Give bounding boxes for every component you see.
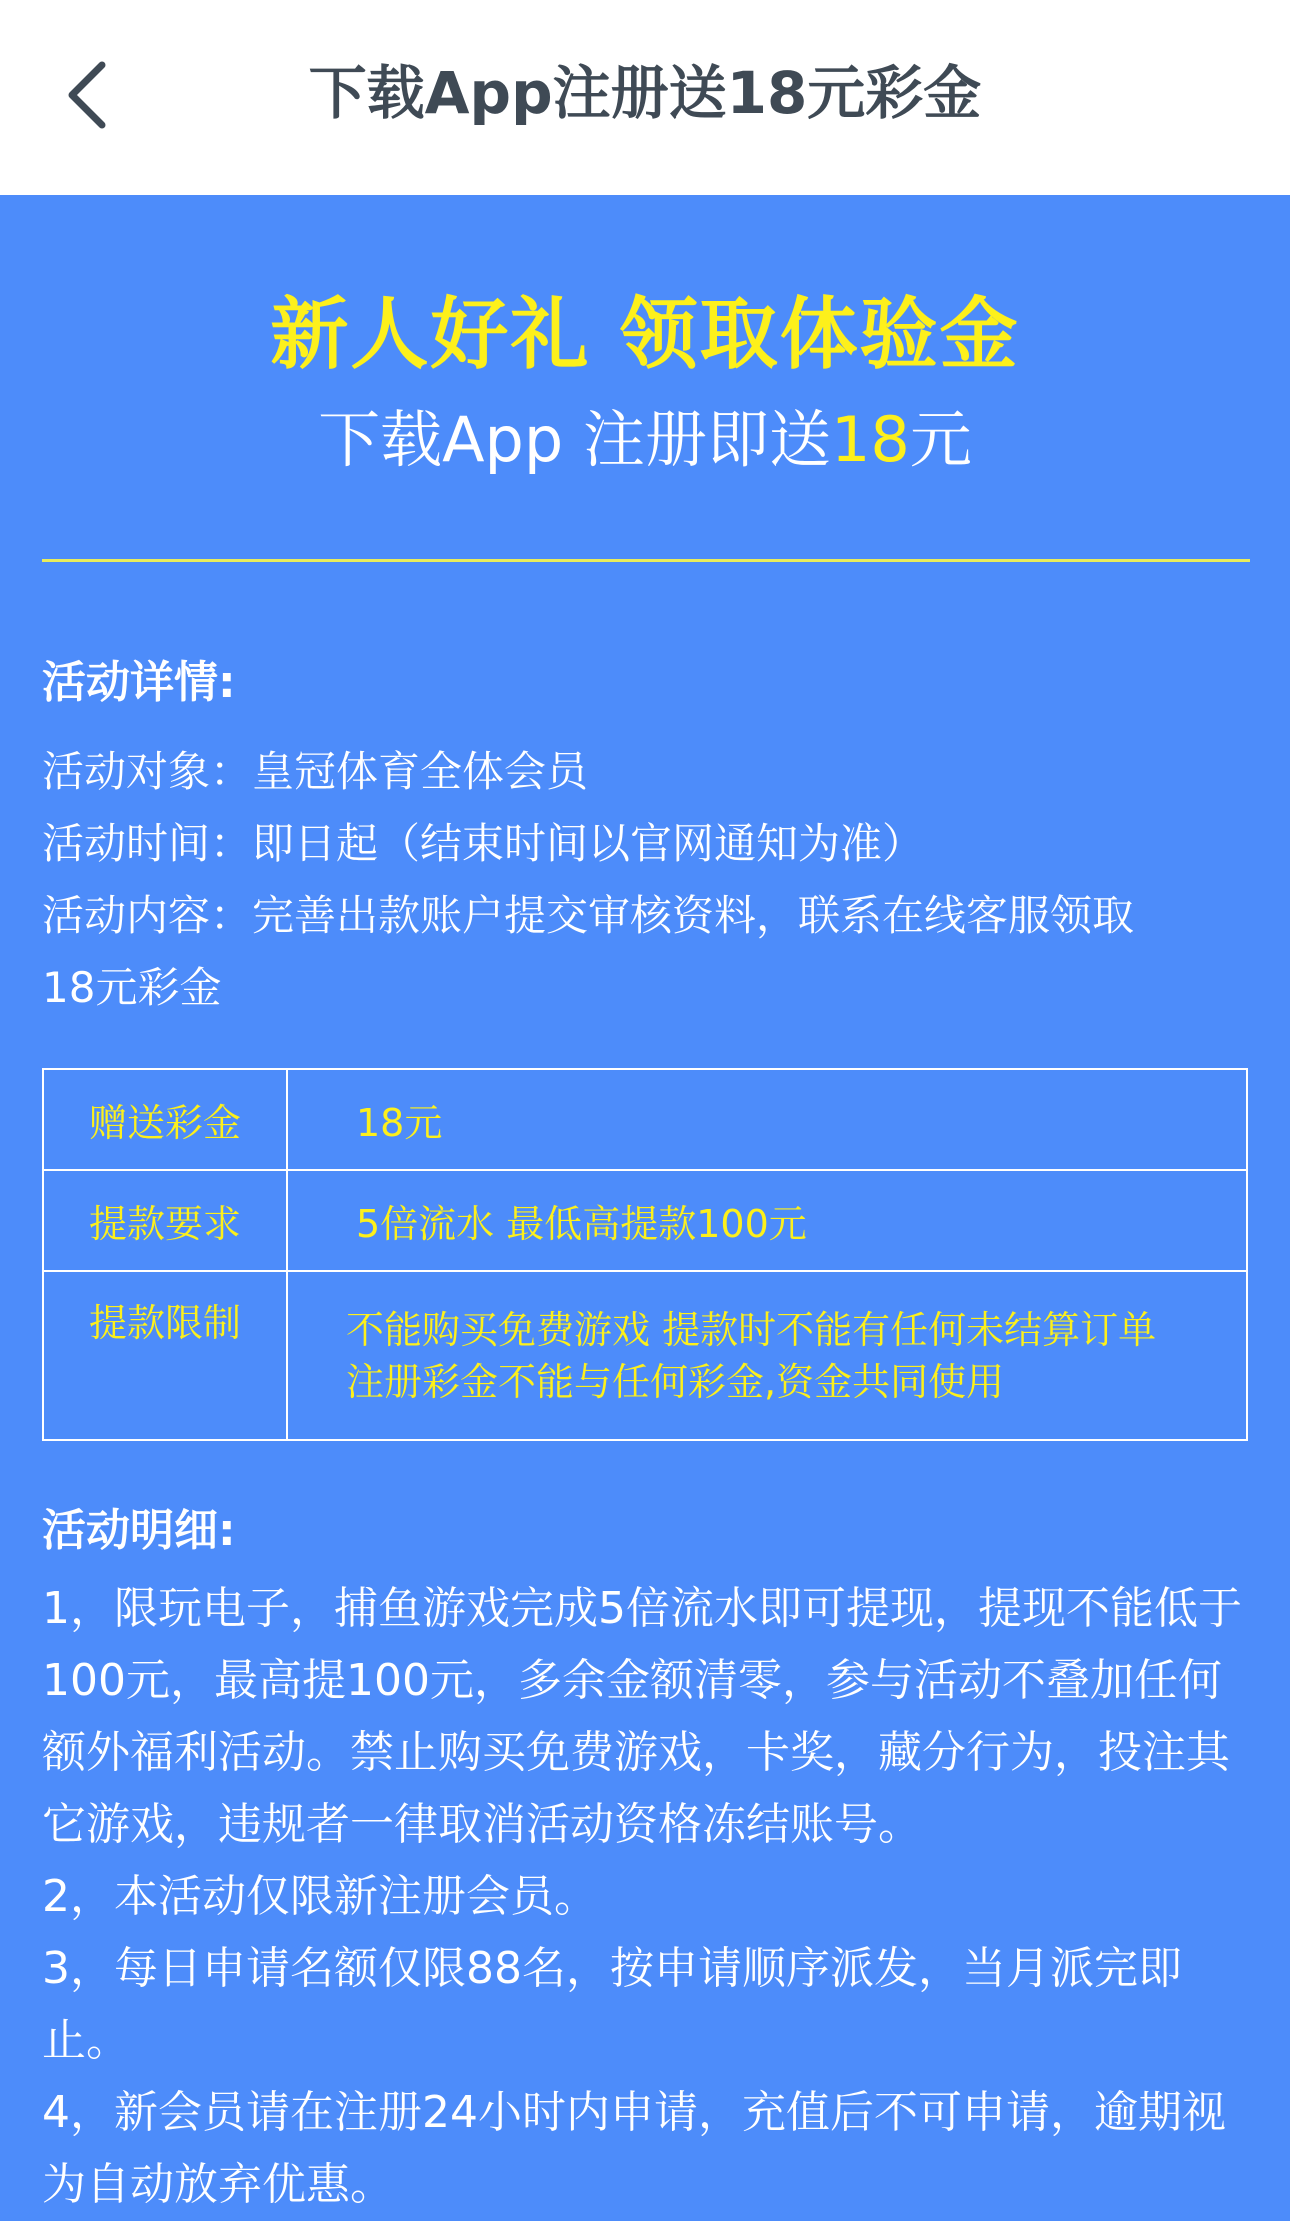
table-value: 5倍流水 最低高提款100元 — [287, 1170, 1247, 1271]
detail-content: 活动内容：完善出款账户提交审核资料，联系在线客服领取 — [42, 891, 1135, 940]
rules-list — [42, 1573, 1257, 2221]
detail-time: 活动时间：即日起（结束时间以官网通知为准） — [42, 819, 925, 868]
hero-subtitle-amount: 18 — [830, 403, 910, 476]
rule-item: 2，本活动仅限新注册会员。 — [42, 1871, 598, 1922]
page-title: 下载App注册送18元彩金 — [308, 59, 982, 127]
table-value — [287, 1271, 1247, 1440]
table-row — [43, 1271, 1247, 1440]
navigation-bar — [0, 0, 1290, 195]
bonus-info-table — [42, 1068, 1248, 1441]
table-label: 提款要求 — [43, 1170, 287, 1271]
table-label: 提款限制 — [43, 1271, 287, 1440]
hero-title: 新人好礼 领取体验金 — [270, 290, 1020, 380]
table-value: 18元 — [287, 1069, 1247, 1170]
hero-subtitle-suffix: 元 — [909, 403, 972, 476]
hero-subtitle-prefix: 下载App 注册即送 — [318, 403, 831, 476]
table-label: 赠送彩金 — [43, 1069, 287, 1170]
hero-subtitle — [0, 400, 1290, 480]
rule-item: 4，新会员请在注册24小时内申请，充值后不可申请，逾期视为自动放弃优惠。 — [42, 2087, 1226, 2210]
detail-content-cont: 18元彩金 — [42, 963, 222, 1012]
table-row — [43, 1170, 1247, 1271]
divider — [42, 559, 1250, 562]
table-value-line: 注册彩金不能与任何彩金,资金共同使用 — [346, 1359, 1005, 1404]
rule-item: 3，每日申请名额仅限88名，按申请顺序派发，当月派完即止。 — [42, 1943, 1182, 2066]
rule-item: 1，限玩电子，捕鱼游戏完成5倍流水即可提现，提现不能低于100元，最高提100元，多余金额清零，参与活动不叠加任何额外福利活动。禁止购买免费游戏，卡奖，藏分行为，投注其它游戏，违规者一律取消活动资格冻结账号。 — [42, 1583, 1242, 1850]
details-heading: 活动详情: — [42, 657, 236, 708]
table-row — [43, 1069, 1247, 1170]
rules-heading: 活动明细: — [42, 1505, 236, 1556]
detail-target: 活动对象：皇冠体育全体会员 — [42, 747, 589, 796]
table-value-line: 不能购买免费游戏 提款时不能有任何未结算订单 — [346, 1307, 1157, 1352]
promo-content — [0, 195, 1290, 2221]
